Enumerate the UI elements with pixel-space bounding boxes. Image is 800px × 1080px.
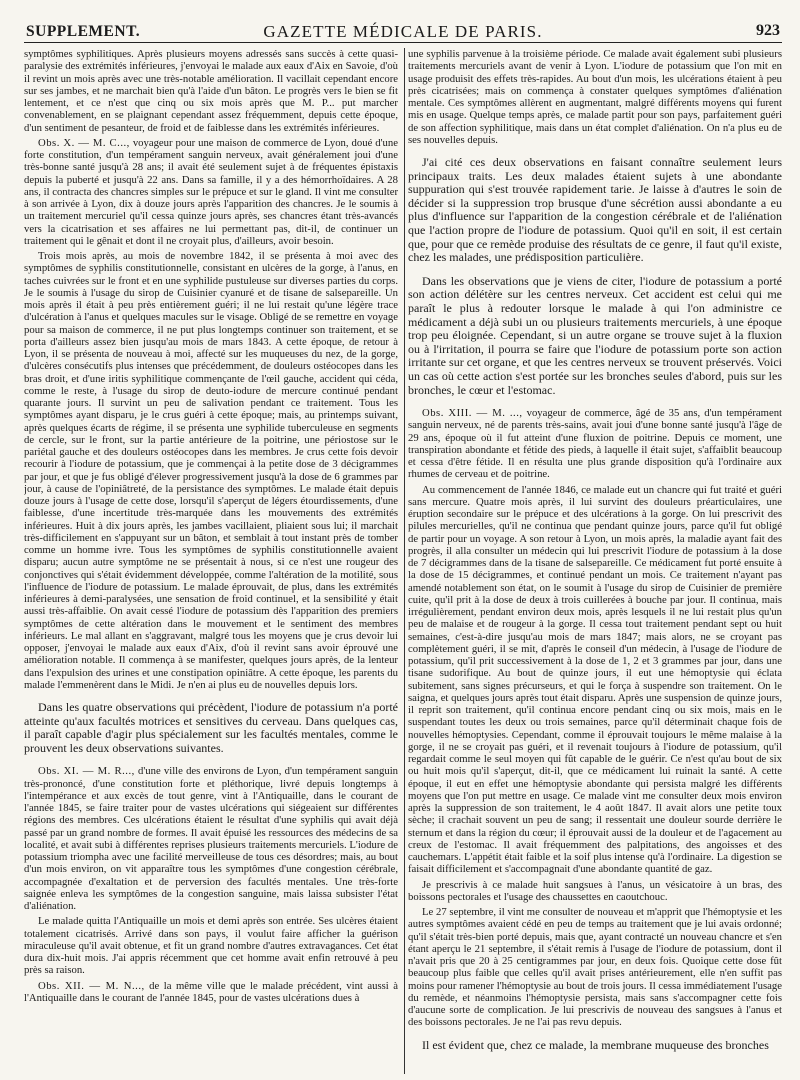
section-title: SUPPLEMENT. (26, 23, 141, 40)
text-paragraph: Dans les observations que je viens de citer, l'iodure de potassium a porté son action délétère sur les centres nerveux. Cet accident est celui qui me paraît le plus à redouter lorsque le malade à qui l'on administre ce médicament a déjà subi un ou plusieurs traitements mercuriels, à une époque trop peu éloignée. Cependant, si un autre organe se trouve sujet à la fluxion ou à l'irritation, il pourra se faire que l'iodure de potassium porte son action irritante sur cet organe, et que les centres nerveux se trouvent préservés. Voici un cas où cette action s'est portée sur les bronches seules d'abord, puis sur les bronches, le cœur et l'estomac. (408, 273, 782, 397)
text-paragraph: Je prescrivis à ce malade huit sangsues à l'anus, un vésicatoire à un bras, des boissons pectorales et l'usage des chaussettes en caoutchouc. (408, 878, 782, 903)
columns (24, 48, 782, 1074)
observation-label: Obs. XIII. — M. ..., (422, 407, 523, 420)
journal-title: GAZETTE MÉDICALE DE PARIS. (263, 22, 543, 41)
page-header (24, 14, 782, 44)
text-paragraph: Le 27 septembre, il vint me consulter de nouveau et m'apprit que l'hémoptysie et les autres symptômes avaient cédé en peu de temps au traitement que je lui avais ordonné; qu'il s'était très-bien porté depuis, mais que, ayant contracté un nouveau chancre et s'en étant aperçu le 21 septembre, il s'était remis à l'usage de l'iodure de potassium, dont il n'avait pris que 20 à 25 centigrammes par jour, en deux fois. Quoique cette dose fût beaucoup plus faible que celles qu'il avait prises antérieurement, elle n'en suffit pas moins pour ramener l'hémoptysie au bout de trois jours. Il cessa immédiatement l'usage du remède, et néanmoins l'hémoptysie persista, mais sans s'accompagner cette fois d'aucune sorte de complication. Je lui prescrivis de nouveau des sangsues à l'anus et des boissons pectorales. Je ne l'ai pas revu depuis. (408, 906, 782, 1029)
text-paragraph: Au commencement de l'année 1846, ce malade eut un chancre qui fut traité et guéri sans mercure. Quatre mois après, il lui survint des douleurs préarticulaires, une éruption secondaire sur le prépuce et des ulcérations à la gorge. On lui prescrivit des pilules mercurielles, qu'il ne continua que pendant quinze jours, parce qu'il fut obligé de partir pour un voyage. A son retour à Lyon, un mois après, la maladie ayant fait des progrès, il alla consulter un médecin qui lui prescrivit l'iodure de potassium à la dose de 7 décigrammes dans de la tisane de salsepareille. Ce médicament fut porté ensuite à la dose de 15 décigrammes, et continué pendant un mois. Ce traitement n'ayant pas amendé notablement son état, on le soumit à l'usage du sirop de Cuisinier de première cuite, qu'il prit à la dose de deux à trois cuillerées à bouche par jour. Il continua, mais irrégulièrement, pendant environ deux mois, après lesquels il ne lui restait plus qu'un peu de malaise et de rougeur à la gorge. Il cessa tout traitement pendant sept ou huit semaines, c'est-à-dire jusqu'au mois de mars 1847; mais alors, ne se croyant pas complètement guéri, il se mit, d'après le conseil d'un médecin, à l'usage de l'iodure de potassium, qu'il prit successivement à la dose de 1, 2 et 3 grammes par jour, dans une tisane sudorifique. Au bout de quinze jours, il eut une hémoptysie qui éclata subitement, sans signes précurseurs, et qui le força à suspendre son traitement. On le saigna, et quelques jours après tout était disparu. Après une suspension de quinze jours, il reprit son traitement, qu'il continua encore pendant cinq ou six mois, mais en le suspendant toutes les deux ou trois semaines, parce qu'il déterminait chaque fois de nouvelles hémoptysies. Cependant, comme il éprouvait toujours le même malaise à la gorge, il ne se croyait pas guéri, et il revenait toujours à l'iodure de potassium, qu'il regardait comme le seul moyen qui fût capable de le guérir. Ce n'est qu'au bout de six ou huit mois qu'il s'aperçut, dit-il, que ce médicament lui ruinait la santé. A cette époque, il eut en effet une hémoptysie abondante qui persista malgré les différents moyens que l'on put mettre en usage. Ce malade vint me consulter deux mois environ après la suppression de son traitement, le 4 août 1847. Il avait alors une petite toux sèche; il crachait souvent un peu de sang; il ressentait une douleur sourde derrière le sternum et dans la région du cœur; il éprouvait aussi de la douleur et de l'agacement au creux de l'estomac. Il avait fréquemment des palpitations, des angoisses et des cauchemars. L'appétit était faible et la soif plus intense qu'à l'ordinaire. La digestion se faisait difficilement et s'accompagnait d'une abondante quantité de gaz. (408, 483, 782, 876)
page-number: 923 (756, 22, 780, 39)
observation-paragraph (24, 137, 398, 247)
text-paragraph: J'ai cité ces deux observations en faisant connaître seulement leurs principaux traits. Les deux malades étaient sujets à une abondante suppuration qui s'est trouvée rapidement tarie. Je laisse à d'autres le soin de décider si la suppression trop brusque d'une sécrétion aussi abondante a eu plus d'influence sur l'apparition de la congestion cérébrale et de l'aliénation que l'action propre de l'iodure de potassium. Quoi qu'il en soit, il est certain que, pour que ce remède produise des résultats de ce genre, il faut qu'il existe, chez les malades, une prédisposition particulière. (408, 155, 782, 265)
observation-paragraph (24, 980, 398, 1005)
observation-text: de la même ville que le malade précédent, vint aussi à l'Antiquaille dans le courant de l'année 1845, pour de vastes ulcérations dues à (24, 979, 398, 1004)
column-divider (404, 48, 405, 1074)
observation-label: Obs. X. — M. C..., (38, 136, 130, 149)
right-column (408, 48, 782, 1074)
observation-text: voyageur de commerce, âgé de 35 ans, d'un tempérament sanguin nerveux, né de parents très-sains, avait joui d'une bonne santé jusqu'à l'âge de 29 ans, époque où il fut atteint d'une fluxion de poitrine. Depuis ce moment, une transpiration abondante et fétide des pieds, à laquelle il était sujet, s'affaiblit beaucoup et cessa d'être fétide. Il en résulta une plus grande disposition qu'à l'ordinaire aux rhumes de cerveau et de poitrine. (408, 407, 782, 481)
observation-text: d'une ville des environs de Lyon, d'un tempérament sanguin très-prononcé, d'une constitution forte et pléthorique, livré depuis longtemps à l'intempérance et aux excès de tout genre, vint à l'Antiquaille, dans le courant de l'année 1845, se faire traiter pour de vastes ulcérations qui siégeaient sur différentes régions des membres. Ces ulcérations étaient le résultat d'une syphilis qui avait déjà passé par un grand nombre de formes. Il avait épuisé les ressources des médecins de sa localité, et avait subi à différentes reprises plusieurs traitements mercuriels. L'iodure de potassium triompha avec une facilité merveilleuse de tous ces désordres; mais, au bout d'un mois environ, on vit apparaître tous les symptômes d'une congestion cérébrale, accompagnée d'exaltation et de perversion des facultés mentales. Une très-forte saignée enleva les symptômes de la congestion sanguine, mais laissa subsister l'état d'aliénation. (24, 765, 398, 913)
left-column (24, 48, 398, 1074)
text-paragraph: Trois mois après, au mois de novembre 1842, il se présenta à moi avec des symptômes de syphilis constitutionnelle, consistant en ulcères de la gorge, à l'anus, en taches cuivrées sur le front et en une syphilide pustuleuse sur diverses parties du corps. Je le soumis à l'usage du sirop de Cuisinier cyanuré et de tisane de salsepareille. Un mois après il était à peu près entièrement guéri; il ne lui restait qu'une légère trace d'ulcération à l'anus et quelques macules sur le visage. Obligé de se remettre en voyage pour sa maison de commerce, il ne put plus longtemps continuer son traitement, et se porta d'ailleurs assez bien jusqu'au mois de mars 1843. A cette époque, de retour à Lyon, il se présenta de nouveau à moi, affecté sur les muqueuses du nez, de la gorge, d'ulcères consécutifs plus intenses que précédemment, de douleurs ostéocopes dans les bras droit, et d'une iritis syphilitique commençante de l'œil gauche, accident qui céda, comme le reste, à l'usage du sirop de deuto-iodure de mercure continué pendant quarante jours. Il survint un peu de salivation pendant ce traitement. Tous les symptômes ayant disparu, je le crus guéri à cette époque; mais, au printemps suivant, après quelques écarts de régime, il se présenta une syphilide tuberculeuse en segments de cercle, sur le front, sur la partie antérieure de la poitrine, une périostose sur le pariétal gauche et des douleurs ostéocopes dans les membres. Je crus cette fois devoir recourir à l'iodure de potassium, que je commençai à la petite dose de 3 décigrammes par jour, et que je fus obligé d'élever progressivement jusqu'à la dose de 6 grammes par jour, à cause de l'opiniâtreté, de la persistance des symptômes. Le malade était depuis douze jours à l'usage de cette dose, lorsqu'il s'aperçut de légers étourdissements, d'une faiblesse, d'une incertitude très-marquée dans les mouvements des extrémités inférieures. Huit à dix jours après, les jambes vacillaient, pliaient sous lui; il marchait très-difficilement en s'appuyant sur un bâton, et semblait à tout instant près de tomber comme un homme ivre. Tous les symptômes de syphilis constitutionnelle avaient disparu; aucun autre symptôme ne se présentait à nous, si ce n'est une rougeur des conjonctives qui s'était évidemment développée, comme l'altération de la motilité, sous l'influence de l'iodure de potassium. Le malade éprouvait, de plus, dans les extrémités inférieures à demi-paralysées, une sensation de froid continuel, et la sensibilité y était aussi très-affaiblie. On avait cessé l'iodure de potassium dès l'apparition des premiers symptômes de cette altération dans le mouvement et le sentiment des membres inférieurs. Le mal allant en s'aggravant, malgré tous les moyens que je crus devoir lui opposer, j'envoyai le malade aux eaux d'Aix, d'où il revint sans avoir éprouvé une amélioration notable. Il commença à se manifester, quelques jours après, de la lenteur dans l'expulsion des urines et une constipation opiniâtre. A cette époque, les parents du malade l'emmenèrent dans le Midi. Je n'en ai plus eu de nouvelles depuis lors. (24, 250, 398, 691)
text-paragraph: Il est évident que, chez ce malade, la membrane muqueuse des bronches (422, 1037, 769, 1052)
text-paragraph: symptômes syphilitiques. Après plusieurs moyens adressés sans succès à cette quasi-paralysie des extrémités inférieures, j'envoyai le malade aux eaux d'Aix en Savoie, d'où il revint un mois après avec une très-notable amélioration. Il vacillait cependant encore sur ses jambes, et ne marchait bien qu'à l'aide d'un bâton. Le progrès vers le bien se fit lentement, et ce n'est que cinq ou six mois après que M. P... put marcher convenablement, en se plaignant cependant assez fréquemment, depuis cette époque, d'un sentiment de pesanteur, de froid et de faiblesse dans les extrémités inférieures. (24, 48, 398, 134)
text-paragraph: une syphilis parvenue à la troisième période. Ce malade avait également subi plusieurs traitements mercuriels avant de venir à Lyon. L'iodure de potassium que l'on mit en usage produisit des effets très-rapides. Au bout d'un mois, les ulcérations étaient à peu près cicatrisées; mais on commença à constater quelques symptômes d'aliénation mentale. Ces symptômes allèrent en augmentant, malgré différents moyens qui furent mis en usage. Quelque temps après, ce malade partit pour son pays, parfaitement guéri de son affection syphilitique, mais dans un état complet d'aliénation. On n'a plus eu de ses nouvelles depuis. (408, 48, 782, 146)
observation-label: Obs. XII. — M. N..., (38, 979, 145, 992)
observation-label: Obs. XI. — M. R..., (38, 765, 135, 778)
observation-paragraph (408, 407, 782, 481)
observation-paragraph (24, 765, 398, 912)
text-paragraph: Dans les quatre observations qui précèdent, l'iodure de potassium n'a porté atteinte qu'aux facultés motrices et sensitives du cerveau. Dans quelques cas, il paraît capable d'agir plus spécialement sur les facultés mentales, comme le prouvent les deux observations suivantes. (24, 700, 398, 755)
observation-text: voyageur pour une maison de commerce de Lyon, doué d'une forte constitution, d'un tempérament sanguin nerveux, avait généralement joui d'une très-bonne santé jusqu'à 28 ans; il avait été seulement sujet à de fréquentes épistaxis depuis la puberté et jusqu'à 22 ans. Dans sa famille, il y a des hémorrhoïdaires. A 28 ans, il contracta des chancres simples sur le prépuce et sur le gland. Il vint me consulter à son arrivée à Lyon, dix à douze jours après l'apparition des chancres. Je le soumis à un traitement mercuriel qu'il cessa quinze jours après, ses chancres étant très-avancés vers la cicatrisation et ses affaires ne lui permettant pas, dit-il, de continuer un traitement qui le gênait et dont il ne croyait plus, d'ailleurs, avoir besoin. (24, 136, 398, 247)
header-rule (24, 42, 782, 43)
text-paragraph: Le malade quitta l'Antiquaille un mois et demi après son entrée. Ses ulcères étaient totalement cicatrisés. Arrivé dans son pays, il voulut faire afficher la guérison miraculeuse qu'il avait obtenue, et fit un grand nombre d'autres extravagances. Cet état dura dix-huit mois. J'ai appris récemment que cet homme avait enfin retrouvé à peu près sa raison. (24, 915, 398, 977)
